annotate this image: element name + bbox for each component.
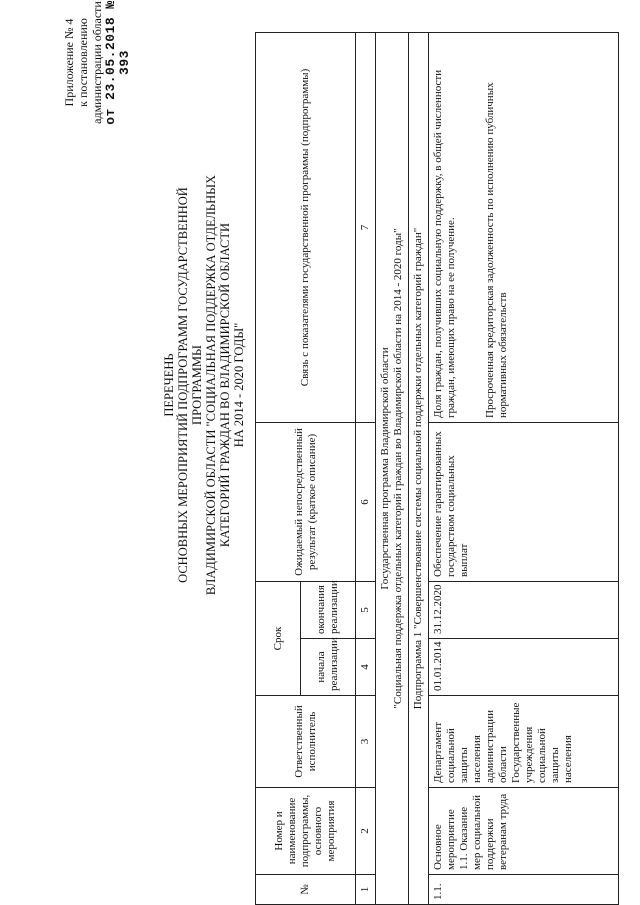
- row-name: Основное мероприятие 1.1. Оказание мер социальной поддержки ветеранам труда: [429, 788, 619, 875]
- row-link-2: Просроченная кредиторская задолженность по исполнению публичных нормативных обязательств: [484, 82, 509, 418]
- column-number: 3: [356, 696, 376, 788]
- row-executor-1: Департамент социальной защиты населения администрации области: [432, 710, 509, 783]
- column-number: 1: [356, 875, 376, 905]
- heading-line-2: ВЛАДИМИРСКОЙ ОБЛАСТИ "СОЦИАЛЬНАЯ ПОДДЕРЖКА ОТДЕЛЬНЫХ: [204, 174, 218, 596]
- table-row: [429, 33, 619, 905]
- appendix-line-1: Приложение № 4: [62, 18, 76, 107]
- column-number-row: [356, 33, 376, 905]
- column-number: 4: [356, 639, 376, 696]
- program-line-2: "Социальная поддержка отдельных категорий граждан во Владимирской области на 2014 - 2020 годы": [392, 228, 404, 709]
- measures-table: [255, 32, 619, 905]
- header-term: Срок: [256, 582, 301, 696]
- appendix-line-3: администрации области: [90, 1, 104, 124]
- program-cell: [376, 33, 409, 905]
- header-end: окончания реализации: [301, 582, 356, 639]
- column-number: 6: [356, 423, 376, 582]
- row-executor: [429, 696, 619, 788]
- appendix-line-2: к постановлению: [76, 18, 90, 107]
- row-result: Обеспечение гарантированных государством социальных выплат: [429, 423, 619, 582]
- program-row: [376, 33, 409, 905]
- row-start: 01.01.2014: [429, 639, 619, 696]
- appendix-date-line: от 23.05.2018 № 393: [103, 0, 132, 125]
- column-number: 5: [356, 582, 376, 639]
- column-number: 2: [356, 788, 376, 875]
- column-number: 7: [356, 33, 376, 423]
- row-num: 1.1.: [429, 875, 619, 905]
- heading-title: ПЕРЕЧЕНЬ: [162, 353, 176, 417]
- document-heading: [162, 165, 246, 605]
- program-line-1: Государственная программа Владимирской области: [379, 347, 391, 590]
- subprogram-row: [409, 33, 429, 905]
- header-link: Связь с показателями государственной программы (подпрограммы): [256, 33, 356, 423]
- heading-line-3: КАТЕГОРИЙ ГРАЖДАН ВО ВЛАДИМИРСКОЙ ОБЛАСТИ: [218, 222, 232, 548]
- heading-line-1: ОСНОВНЫХ МЕРОПРИЯТИЙ ПОДПРОГРАММ ГОСУДАРСТВЕННОЙ ПРОГРАММЫ: [176, 187, 204, 583]
- row-end: 31.12.2020: [429, 582, 619, 639]
- heading-line-4: НА 2014 - 2020 ГОДЫ": [232, 322, 246, 448]
- header-name: Номер и наименование подпрограммы, основного мероприятия: [256, 788, 356, 875]
- row-link-1: Доля граждан, получивших социальную поддержку, в общей численности граждан, имеющих право на ее получение.: [432, 69, 457, 418]
- header-start: начала реализации: [301, 639, 356, 696]
- row-executor-2: Государственные учреждения социальной защиты населения: [510, 702, 574, 783]
- appendix-block: [62, 0, 132, 125]
- row-link: [429, 33, 619, 423]
- header-executor: Ответственный исполнитель: [256, 696, 356, 788]
- subprogram-cell: Подпрограмма 1 "Совершенствование системы социальной поддержки отдельных категорий граждан": [409, 33, 429, 905]
- header-result: Ожидаемый непосредственный результат (краткое описание): [256, 423, 356, 582]
- header-num: №: [256, 875, 356, 905]
